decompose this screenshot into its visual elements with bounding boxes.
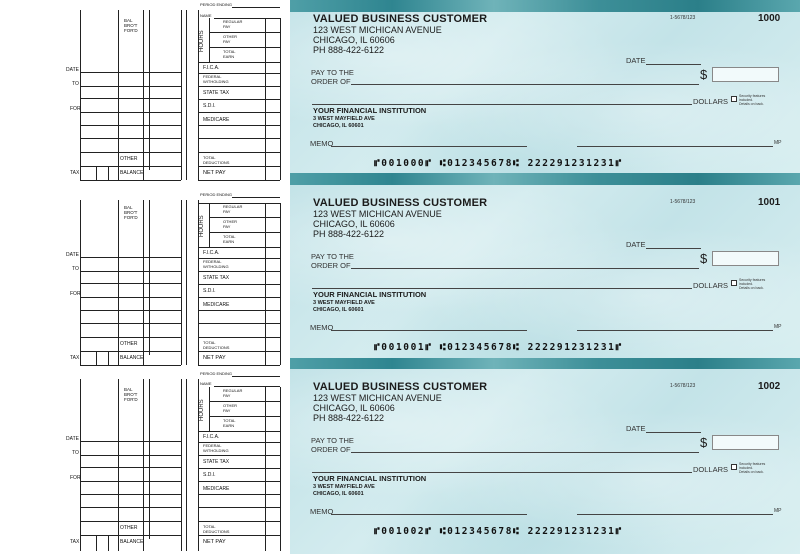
total-earn-label: TOTAL EARN bbox=[223, 418, 236, 428]
stub-vline bbox=[143, 379, 144, 551]
amount-words-field[interactable] bbox=[312, 472, 692, 473]
for-label: FOR bbox=[70, 106, 81, 112]
date-label: DATE bbox=[626, 424, 646, 433]
mp-label: MP bbox=[774, 140, 782, 146]
fica-label: F.I.C.A. bbox=[203, 65, 220, 71]
stub-vline bbox=[181, 379, 182, 551]
check-row-1000 bbox=[0, 0, 800, 185]
memo-field[interactable] bbox=[331, 514, 527, 515]
stub-hline bbox=[209, 217, 280, 218]
company-name: VALUED BUSINESS CUSTOMER bbox=[313, 381, 488, 393]
stub-hline bbox=[198, 507, 280, 508]
tax-label: TAX bbox=[70, 355, 80, 361]
micr-line: ⑈001000⑈ ⑆012345678⑆ 222291231231⑈ bbox=[374, 158, 623, 169]
other-pay-label: OTHER PAY bbox=[223, 403, 237, 413]
stub-hline bbox=[80, 310, 181, 311]
company-phone: PH 888-422-6122 bbox=[313, 413, 385, 423]
period-line bbox=[232, 7, 280, 8]
date-label: DATE bbox=[626, 56, 646, 65]
other-pay-label: OTHER PAY bbox=[223, 219, 237, 229]
amount-words-field[interactable] bbox=[312, 104, 692, 105]
balance-label: BALANCE bbox=[120, 355, 144, 361]
stub-hline bbox=[80, 166, 181, 167]
stub-hline bbox=[209, 232, 280, 233]
medicare-label: MEDICARE bbox=[203, 302, 230, 308]
stub-hline bbox=[80, 507, 181, 508]
dollars-label: DOLLARS bbox=[693, 465, 729, 474]
dollars-label: DOLLARS bbox=[693, 281, 729, 290]
stub-vline bbox=[149, 379, 150, 539]
stub-hline bbox=[80, 257, 181, 258]
amount-words-field[interactable] bbox=[312, 288, 692, 289]
stub-vline bbox=[143, 10, 144, 180]
pay-to-label: PAY TO THE bbox=[311, 436, 354, 445]
stub-vline bbox=[186, 200, 187, 365]
stub-hline bbox=[198, 284, 280, 285]
stub-hline bbox=[198, 337, 280, 338]
stub-vline bbox=[96, 351, 97, 365]
stub-hline bbox=[198, 365, 280, 366]
stub-hline bbox=[80, 112, 181, 113]
stub-hline bbox=[80, 494, 181, 495]
stub-vline bbox=[108, 166, 109, 180]
net-pay-label: NET PAY bbox=[203, 539, 226, 545]
stub-vline bbox=[108, 535, 109, 551]
hours-label: HOURS bbox=[199, 399, 205, 421]
memo-label: MEMO bbox=[310, 323, 334, 332]
mp-label: MP bbox=[774, 508, 782, 514]
period-line bbox=[232, 376, 280, 377]
bank-address-2: CHICAGO, IL 60601 bbox=[313, 307, 364, 313]
routing-fraction: 1-5678/123 bbox=[670, 15, 696, 21]
dollar-sign: $ bbox=[700, 67, 708, 82]
stub-hline bbox=[198, 112, 280, 113]
stub-vline bbox=[280, 18, 281, 180]
hours-label: HOURS bbox=[199, 30, 205, 52]
security-note: Security features included. Details on back. bbox=[739, 94, 766, 106]
check-1001 bbox=[290, 185, 800, 370]
check-number: 1002 bbox=[758, 381, 781, 392]
signature-line[interactable] bbox=[577, 146, 773, 147]
company-address-1: 123 WEST MICHICAN AVENUE bbox=[313, 209, 442, 219]
stub-vline bbox=[108, 351, 109, 365]
date-label: DATE bbox=[66, 436, 79, 442]
check-row-1001 bbox=[0, 185, 800, 370]
stub-hline bbox=[80, 180, 181, 181]
stub-vline bbox=[181, 10, 182, 180]
stub-hline bbox=[80, 98, 181, 99]
stub-hline bbox=[80, 271, 181, 272]
stub-hline bbox=[80, 351, 181, 352]
total-earn-label: TOTAL EARN bbox=[223, 234, 236, 244]
bank-address-1: 3 WEST MAYFIELD AVE bbox=[313, 484, 375, 490]
stub-hline bbox=[80, 125, 181, 126]
company-address-1: 123 WEST MICHICAN AVENUE bbox=[313, 393, 442, 403]
stub-hline bbox=[198, 99, 280, 100]
date-label: DATE bbox=[66, 252, 79, 258]
stub-hline bbox=[80, 86, 181, 87]
period-line bbox=[232, 197, 280, 198]
bal-brot-ford-label: BAL BRO'T FOR'D bbox=[124, 205, 138, 220]
fica-label: F.I.C.A. bbox=[203, 434, 220, 440]
payee-field[interactable] bbox=[351, 84, 699, 85]
memo-label: MEMO bbox=[310, 139, 334, 148]
other-pay-label: OTHER PAY bbox=[223, 34, 237, 44]
stub-vline bbox=[80, 10, 81, 180]
amount-box[interactable] bbox=[712, 67, 779, 82]
bank-address-2: CHICAGO, IL 60601 bbox=[313, 123, 364, 129]
period-ending-label: PERIOD ENDING bbox=[200, 371, 233, 376]
bank-name: YOUR FINANCIAL INSTITUTION bbox=[313, 290, 427, 299]
federal-withholding-label: FEDERAL WITHOLDING bbox=[203, 74, 229, 84]
sdi-label: S.D.I. bbox=[203, 288, 216, 294]
order-of-label: ORDER OF bbox=[311, 77, 351, 86]
stub-hline bbox=[198, 323, 280, 324]
stub-hline bbox=[80, 152, 181, 153]
order-of-label: ORDER OF bbox=[311, 445, 351, 454]
for-label: FOR bbox=[70, 291, 81, 297]
company-address-2: CHICAGO, IL 60606 bbox=[313, 35, 395, 45]
stub-hline bbox=[80, 337, 181, 338]
net-pay-label: NET PAY bbox=[203, 355, 226, 361]
stub-hline bbox=[80, 297, 181, 298]
to-label: TO bbox=[72, 266, 79, 272]
dollar-sign: $ bbox=[700, 435, 708, 450]
stub-hline bbox=[198, 494, 280, 495]
stub-hline bbox=[198, 481, 280, 482]
stub-hline bbox=[198, 62, 280, 63]
stub-hline bbox=[80, 365, 181, 366]
pay-to-label: PAY TO THE bbox=[311, 68, 354, 77]
security-note: Security features included. Details on back. bbox=[739, 462, 766, 474]
for-label: FOR bbox=[70, 475, 81, 481]
check-1002 bbox=[290, 369, 800, 554]
regular-pay-label: REGULAR PAY bbox=[223, 388, 243, 398]
date-label: DATE bbox=[626, 240, 646, 249]
stub-hline bbox=[80, 283, 181, 284]
lock-icon bbox=[731, 464, 737, 470]
signature-line[interactable] bbox=[577, 514, 773, 515]
stub-vline bbox=[209, 18, 210, 62]
stub-hline bbox=[80, 455, 181, 456]
stub-vline bbox=[186, 10, 187, 180]
stub-hline bbox=[80, 441, 181, 442]
payee-field[interactable] bbox=[351, 268, 699, 269]
amount-box[interactable] bbox=[712, 251, 779, 266]
order-of-label: ORDER OF bbox=[311, 261, 351, 270]
memo-field[interactable] bbox=[331, 330, 527, 331]
stub-hline bbox=[209, 47, 280, 48]
check-bottom-band bbox=[290, 173, 800, 185]
stub-vline bbox=[265, 387, 266, 551]
check-1000 bbox=[290, 0, 800, 185]
stub-vline bbox=[118, 10, 119, 180]
check-number: 1001 bbox=[758, 197, 781, 208]
other-label: OTHER bbox=[120, 341, 138, 347]
name-line bbox=[214, 386, 280, 387]
payroll-stub bbox=[0, 369, 290, 554]
company-address-2: CHICAGO, IL 60606 bbox=[313, 219, 395, 229]
stub-hline bbox=[198, 455, 280, 456]
dollar-sign: $ bbox=[700, 251, 708, 266]
sdi-label: S.D.I. bbox=[203, 472, 216, 478]
stub-hline bbox=[80, 521, 181, 522]
stub-hline bbox=[80, 138, 181, 139]
company-address-2: CHICAGO, IL 60606 bbox=[313, 403, 395, 413]
name-label: NAME bbox=[200, 13, 212, 18]
check-row-1002 bbox=[0, 369, 800, 554]
regular-pay-label: REGULAR PAY bbox=[223, 19, 243, 29]
amount-box[interactable] bbox=[712, 435, 779, 450]
stub-hline bbox=[80, 467, 181, 468]
bank-address-1: 3 WEST MAYFIELD AVE bbox=[313, 116, 375, 122]
net-pay-label: NET PAY bbox=[203, 170, 226, 176]
date-field[interactable] bbox=[646, 248, 701, 249]
stub-vline bbox=[96, 166, 97, 180]
medicare-label: MEDICARE bbox=[203, 486, 230, 492]
routing-fraction: 1-5678/123 bbox=[670, 383, 696, 389]
stub-vline bbox=[149, 200, 150, 355]
stub-hline bbox=[80, 535, 181, 536]
company-phone: PH 888-422-6122 bbox=[313, 229, 385, 239]
stub-hline bbox=[198, 271, 280, 272]
date-field[interactable] bbox=[646, 432, 701, 433]
payee-field[interactable] bbox=[351, 452, 699, 453]
stub-hline bbox=[198, 297, 280, 298]
stub-hline bbox=[209, 32, 280, 33]
bal-brot-ford-label: BAL BRO'T FOR'D bbox=[124, 387, 138, 402]
other-label: OTHER bbox=[120, 156, 138, 162]
stub-hline bbox=[198, 180, 280, 181]
stub-hline bbox=[198, 351, 280, 352]
lock-icon bbox=[731, 96, 737, 102]
stub-hline bbox=[80, 481, 181, 482]
routing-fraction: 1-5678/123 bbox=[670, 199, 696, 205]
stub-hline bbox=[198, 125, 280, 126]
state-tax-label: STATE TAX bbox=[203, 459, 230, 465]
stub-vline bbox=[149, 10, 150, 170]
security-note: Security features included. Details on back. bbox=[739, 278, 766, 290]
signature-line[interactable] bbox=[577, 330, 773, 331]
dollars-label: DOLLARS bbox=[693, 97, 729, 106]
sdi-label: S.D.I. bbox=[203, 103, 216, 109]
company-name: VALUED BUSINESS CUSTOMER bbox=[313, 13, 488, 25]
stub-hline bbox=[209, 401, 280, 402]
stub-hline bbox=[198, 247, 280, 248]
lock-icon bbox=[731, 280, 737, 286]
hours-label: HOURS bbox=[199, 215, 205, 237]
date-field[interactable] bbox=[646, 64, 701, 65]
bank-address-1: 3 WEST MAYFIELD AVE bbox=[313, 300, 375, 306]
stub-hline bbox=[198, 310, 280, 311]
stub-vline bbox=[80, 379, 81, 551]
stub-hline bbox=[198, 468, 280, 469]
balance-label: BALANCE bbox=[120, 539, 144, 545]
company-name: VALUED BUSINESS CUSTOMER bbox=[313, 197, 488, 209]
stub-vline bbox=[209, 203, 210, 247]
federal-withholding-label: FEDERAL WITHOLDING bbox=[203, 443, 229, 453]
other-label: OTHER bbox=[120, 525, 138, 531]
stub-hline bbox=[80, 72, 181, 73]
bank-name: YOUR FINANCIAL INSTITUTION bbox=[313, 474, 427, 483]
stub-vline bbox=[186, 379, 187, 551]
stub-hline bbox=[198, 521, 280, 522]
stub-vline bbox=[280, 387, 281, 551]
company-phone: PH 888-422-6122 bbox=[313, 45, 385, 55]
stub-hline bbox=[198, 152, 280, 153]
to-label: TO bbox=[72, 81, 79, 87]
payroll-stub bbox=[0, 0, 290, 185]
micr-line: ⑈001002⑈ ⑆012345678⑆ 222291231231⑈ bbox=[374, 526, 623, 537]
stub-hline bbox=[198, 535, 280, 536]
stub-hline bbox=[198, 166, 280, 167]
federal-withholding-label: FEDERAL WITHOLDING bbox=[203, 259, 229, 269]
check-top-band bbox=[290, 0, 800, 12]
payroll-stub bbox=[0, 185, 290, 370]
total-earn-label: TOTAL EARN bbox=[223, 49, 236, 59]
state-tax-label: STATE TAX bbox=[203, 275, 230, 281]
memo-field[interactable] bbox=[331, 146, 527, 147]
stub-hline bbox=[198, 138, 280, 139]
stub-hline bbox=[209, 416, 280, 417]
state-tax-label: STATE TAX bbox=[203, 90, 230, 96]
company-address-1: 123 WEST MICHICAN AVENUE bbox=[313, 25, 442, 35]
date-label: DATE bbox=[66, 67, 79, 73]
total-deductions-label: TOTAL DEDUCTIONS bbox=[203, 340, 230, 350]
stub-vline bbox=[181, 200, 182, 365]
stub-hline bbox=[198, 86, 280, 87]
bal-brot-ford-label: BAL BRO'T FOR'D bbox=[124, 18, 138, 33]
stub-hline bbox=[80, 323, 181, 324]
stub-vline bbox=[96, 535, 97, 551]
total-deductions-label: TOTAL DEDUCTIONS bbox=[203, 155, 230, 165]
name-label: NAME bbox=[200, 381, 212, 386]
memo-label: MEMO bbox=[310, 507, 334, 516]
period-ending-label: PERIOD ENDING bbox=[200, 2, 233, 7]
stub-vline bbox=[280, 203, 281, 365]
tax-label: TAX bbox=[70, 170, 80, 176]
to-label: TO bbox=[72, 450, 79, 456]
medicare-label: MEDICARE bbox=[203, 117, 230, 123]
tax-label: TAX bbox=[70, 539, 80, 545]
pay-to-label: PAY TO THE bbox=[311, 252, 354, 261]
micr-line: ⑈001001⑈ ⑆012345678⑆ 222291231231⑈ bbox=[374, 342, 623, 353]
period-ending-label: PERIOD ENDING bbox=[200, 192, 233, 197]
fica-label: F.I.C.A. bbox=[203, 250, 220, 256]
check-number: 1000 bbox=[758, 13, 781, 24]
stub-hline bbox=[198, 431, 280, 432]
total-deductions-label: TOTAL DEDUCTIONS bbox=[203, 524, 230, 534]
bank-name: YOUR FINANCIAL INSTITUTION bbox=[313, 106, 427, 115]
mp-label: MP bbox=[774, 324, 782, 330]
stub-vline bbox=[118, 379, 119, 551]
bank-address-2: CHICAGO, IL 60601 bbox=[313, 491, 364, 497]
balance-label: BALANCE bbox=[120, 170, 144, 176]
regular-pay-label: REGULAR PAY bbox=[223, 204, 243, 214]
stub-vline bbox=[209, 387, 210, 431]
